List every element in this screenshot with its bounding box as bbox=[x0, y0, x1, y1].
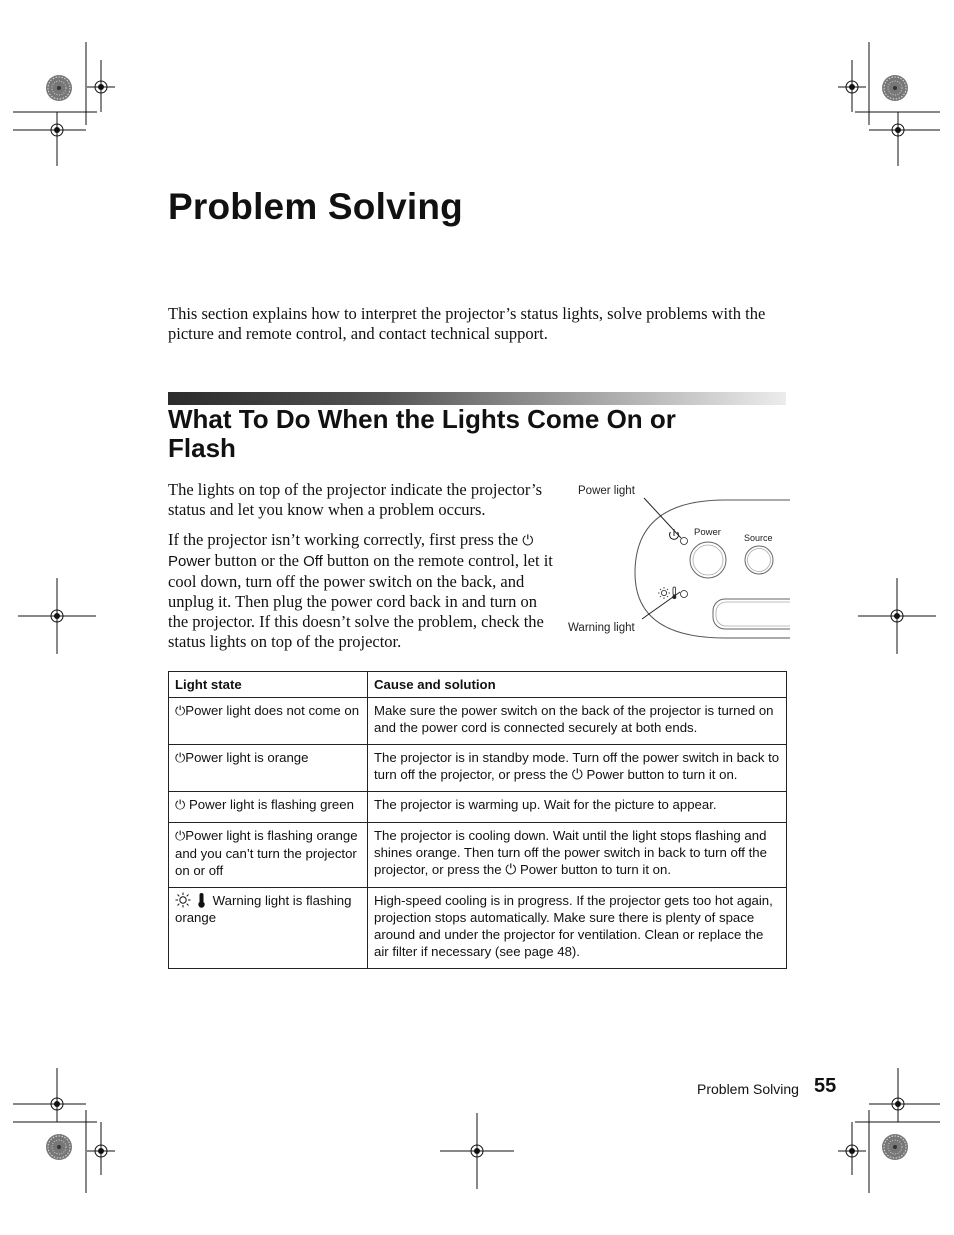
table-row bbox=[169, 698, 787, 745]
cause-text: The projector is in standby mode. Turn off the power switch in back to turn off the projector, or press the bbox=[374, 750, 780, 782]
lamp-warning-icon bbox=[658, 587, 670, 599]
para2-part2: button or the bbox=[214, 551, 299, 570]
troubleshoot-paragraph bbox=[168, 530, 553, 652]
para2-part3: button on the remote control, let it cool down, turn off the power switch on the back, and unplug it. Then plug the power cord back in and turn on the projector. If this doesn’t solve the problem, check the status lights on top of the projector. bbox=[168, 551, 553, 651]
light-state-cell bbox=[169, 792, 368, 823]
power-icon: ⏻ bbox=[571, 767, 583, 783]
power-icon: ⏻ bbox=[175, 798, 186, 813]
power-icon: ⏻ bbox=[175, 704, 186, 719]
power-icon: ⏻ bbox=[175, 829, 186, 844]
power-light-label: Power light bbox=[578, 485, 635, 497]
off-button-label: Off bbox=[303, 553, 323, 570]
power-icon: ⏻ bbox=[175, 751, 186, 766]
warning-light-label: Warning light bbox=[568, 622, 635, 634]
cause-text: button to turn it on. bbox=[561, 862, 672, 877]
power-light-leader bbox=[644, 498, 681, 538]
power-icon: ⏻ bbox=[505, 862, 517, 878]
power-button-label: Power bbox=[168, 553, 211, 570]
power-light-led bbox=[681, 538, 688, 545]
light-state-cell bbox=[169, 823, 368, 888]
cause-cell bbox=[368, 823, 787, 888]
source-button-text: Source bbox=[744, 533, 773, 543]
light-state-cell bbox=[169, 698, 368, 745]
power-icon: ⏻ bbox=[522, 533, 534, 549]
projector-status-lights-diagram bbox=[560, 478, 790, 648]
light-state-text: Power light does not come on bbox=[185, 703, 360, 718]
temperature-warning-icon bbox=[672, 587, 676, 599]
status-lights-paragraph: The lights on top of the projector indicate the projector’s status and let you know when a problem occurs. bbox=[168, 480, 543, 519]
table-header-row bbox=[169, 672, 787, 698]
header-light-state: Light state bbox=[169, 672, 368, 698]
warning-light-led bbox=[681, 591, 688, 598]
table-row bbox=[169, 792, 787, 823]
footer-section-label: Problem Solving bbox=[697, 1081, 799, 1097]
cause-power-label: Power bbox=[586, 767, 624, 782]
power-button-text: Power bbox=[694, 527, 721, 538]
chapter-title: Problem Solving bbox=[168, 186, 463, 227]
cause-cell: High-speed cooling is in progress. If the projector gets too hot again, projection stops automatically. Make sure there is plenty of space around and under the projector for ventilation. Clean or replace the air filter if necessary (see page 48). bbox=[368, 888, 787, 969]
table-row bbox=[169, 745, 787, 792]
para2-part1: If the projector isn’t working correctly, first press the bbox=[168, 530, 519, 549]
table-row bbox=[169, 888, 787, 969]
cause-cell: Make sure the power switch on the back of the projector is turned on and the power cord is connected securely at both ends. bbox=[368, 698, 787, 745]
cause-cell: The projector is warming up. Wait for the picture to appear. bbox=[368, 792, 787, 823]
light-state-text: Power light is flashing green bbox=[188, 797, 354, 812]
panel-slot bbox=[713, 599, 790, 629]
source-button bbox=[745, 546, 773, 574]
intro-paragraph: This section explains how to interpret the projector’s status lights, solve problems with the picture and remote control, and contact technical support. bbox=[168, 304, 766, 343]
light-state-cell bbox=[169, 745, 368, 792]
light-state-cell bbox=[169, 888, 368, 969]
table-row bbox=[169, 823, 787, 888]
section-title: What To Do When the Lights Come On or Flash bbox=[168, 404, 676, 463]
power-button bbox=[690, 542, 726, 578]
header-cause-solution: Cause and solution bbox=[368, 672, 787, 698]
cause-power-label: Power bbox=[519, 862, 558, 877]
page-number: 55 bbox=[814, 1075, 837, 1097]
light-state-text: Warning light is flashing orange bbox=[175, 893, 352, 925]
lamp-and-temperature-icon bbox=[175, 892, 209, 908]
light-state-text: Power light is flashing orange and you can’t turn the projector on or off bbox=[175, 828, 358, 878]
status-lights-table bbox=[168, 671, 787, 969]
cause-text: button to turn it on. bbox=[627, 767, 738, 782]
cause-text: The projector is cooling down. Wait until the light stops flashing and shines orange. Then turn off the power switch in back to turn off the projector, or press the bbox=[374, 828, 767, 877]
light-state-text: Power light is orange bbox=[185, 750, 309, 765]
cause-cell bbox=[368, 745, 787, 792]
